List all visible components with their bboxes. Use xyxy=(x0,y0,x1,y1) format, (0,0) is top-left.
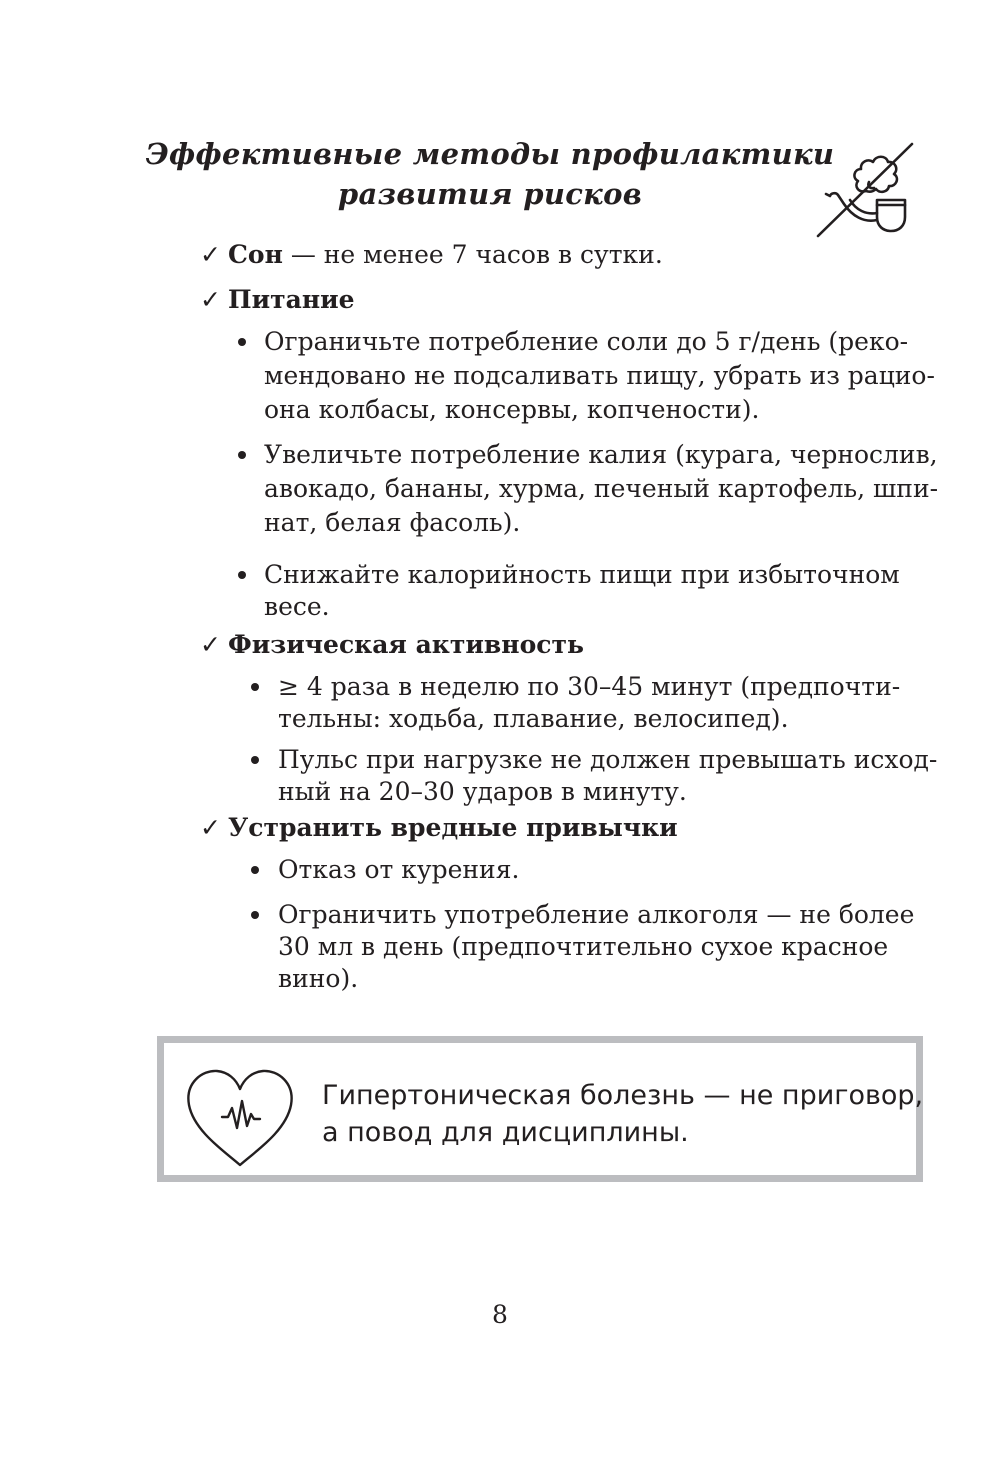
list-item-line: весе. xyxy=(264,592,330,621)
list-item-line: нат, белая фасоль). xyxy=(264,508,521,537)
list-item-line: Снижайте калорийность пищи при избыточном xyxy=(264,560,900,589)
page-title xyxy=(140,134,840,214)
check-icon: ✓ xyxy=(200,285,221,314)
list-item-line: Отказ от курения. xyxy=(278,855,520,884)
section-nutrition xyxy=(228,283,355,317)
check-icon: ✓ xyxy=(200,813,221,842)
bullet-icon xyxy=(251,911,259,919)
title-line-1: Эффективные методы профилактики xyxy=(145,137,835,171)
section-habits xyxy=(228,811,678,845)
section-heading: Сон xyxy=(228,240,283,269)
list-item-line: тельны: ходьба, плавание, велосипед). xyxy=(278,704,789,733)
list-item-line: вино). xyxy=(278,964,359,993)
bullet-icon xyxy=(251,866,259,874)
title-line-2: развития рисков xyxy=(337,177,643,211)
bullet-icon xyxy=(251,756,259,764)
list-item-line: ный на 20–30 ударов в минуту. xyxy=(278,777,687,806)
check-icon: ✓ xyxy=(200,240,221,269)
callout-line-1: Гипертоническая болезнь — не приговор, xyxy=(322,1080,924,1111)
bullet-icon xyxy=(251,683,259,691)
list-item-line: она колбасы, консервы, копчености). xyxy=(264,395,760,424)
section-heading: Физическая активность xyxy=(228,630,584,659)
callout-text xyxy=(322,1077,923,1151)
bullet-icon xyxy=(238,338,246,346)
page-number: 8 xyxy=(492,1300,508,1329)
section-activity xyxy=(228,628,584,662)
list-item-line: авокадо, бананы, хурма, печеный картофель, шпи- xyxy=(264,474,939,503)
list-item-line: Ограничить употребление алкоголя — не более xyxy=(278,900,915,929)
list-item-line: Ограничьте потребление соли до 5 г/день (реко- xyxy=(264,327,909,356)
list-item-line: ≥ 4 раза в неделю по 30–45 минут (предпочти- xyxy=(278,672,901,701)
section-text: — не менее 7 часов в сутки. xyxy=(282,240,663,269)
section-heading: Питание xyxy=(228,285,355,314)
check-icon: ✓ xyxy=(200,630,221,659)
section-sleep xyxy=(228,238,663,272)
list-item-line: мендовано не подсаливать пищу, убрать из рацио- xyxy=(264,361,935,390)
bullet-icon xyxy=(238,451,246,459)
smoking-pipe-icon xyxy=(814,138,914,240)
bullet-icon xyxy=(238,571,246,579)
list-item-line: Пульс при нагрузке не должен превышать исход- xyxy=(278,745,938,774)
section-heading: Устранить вредные привычки xyxy=(228,813,678,842)
list-item-line: Увеличьте потребление калия (курага, чернослив, xyxy=(264,440,938,469)
callout-line-2: а повод для дисциплины. xyxy=(322,1117,689,1148)
callout-box xyxy=(157,1036,923,1182)
list-item-line: 30 мл в день (предпочтительно сухое красное xyxy=(278,932,889,961)
heartbeat-heart-icon xyxy=(184,1065,296,1171)
